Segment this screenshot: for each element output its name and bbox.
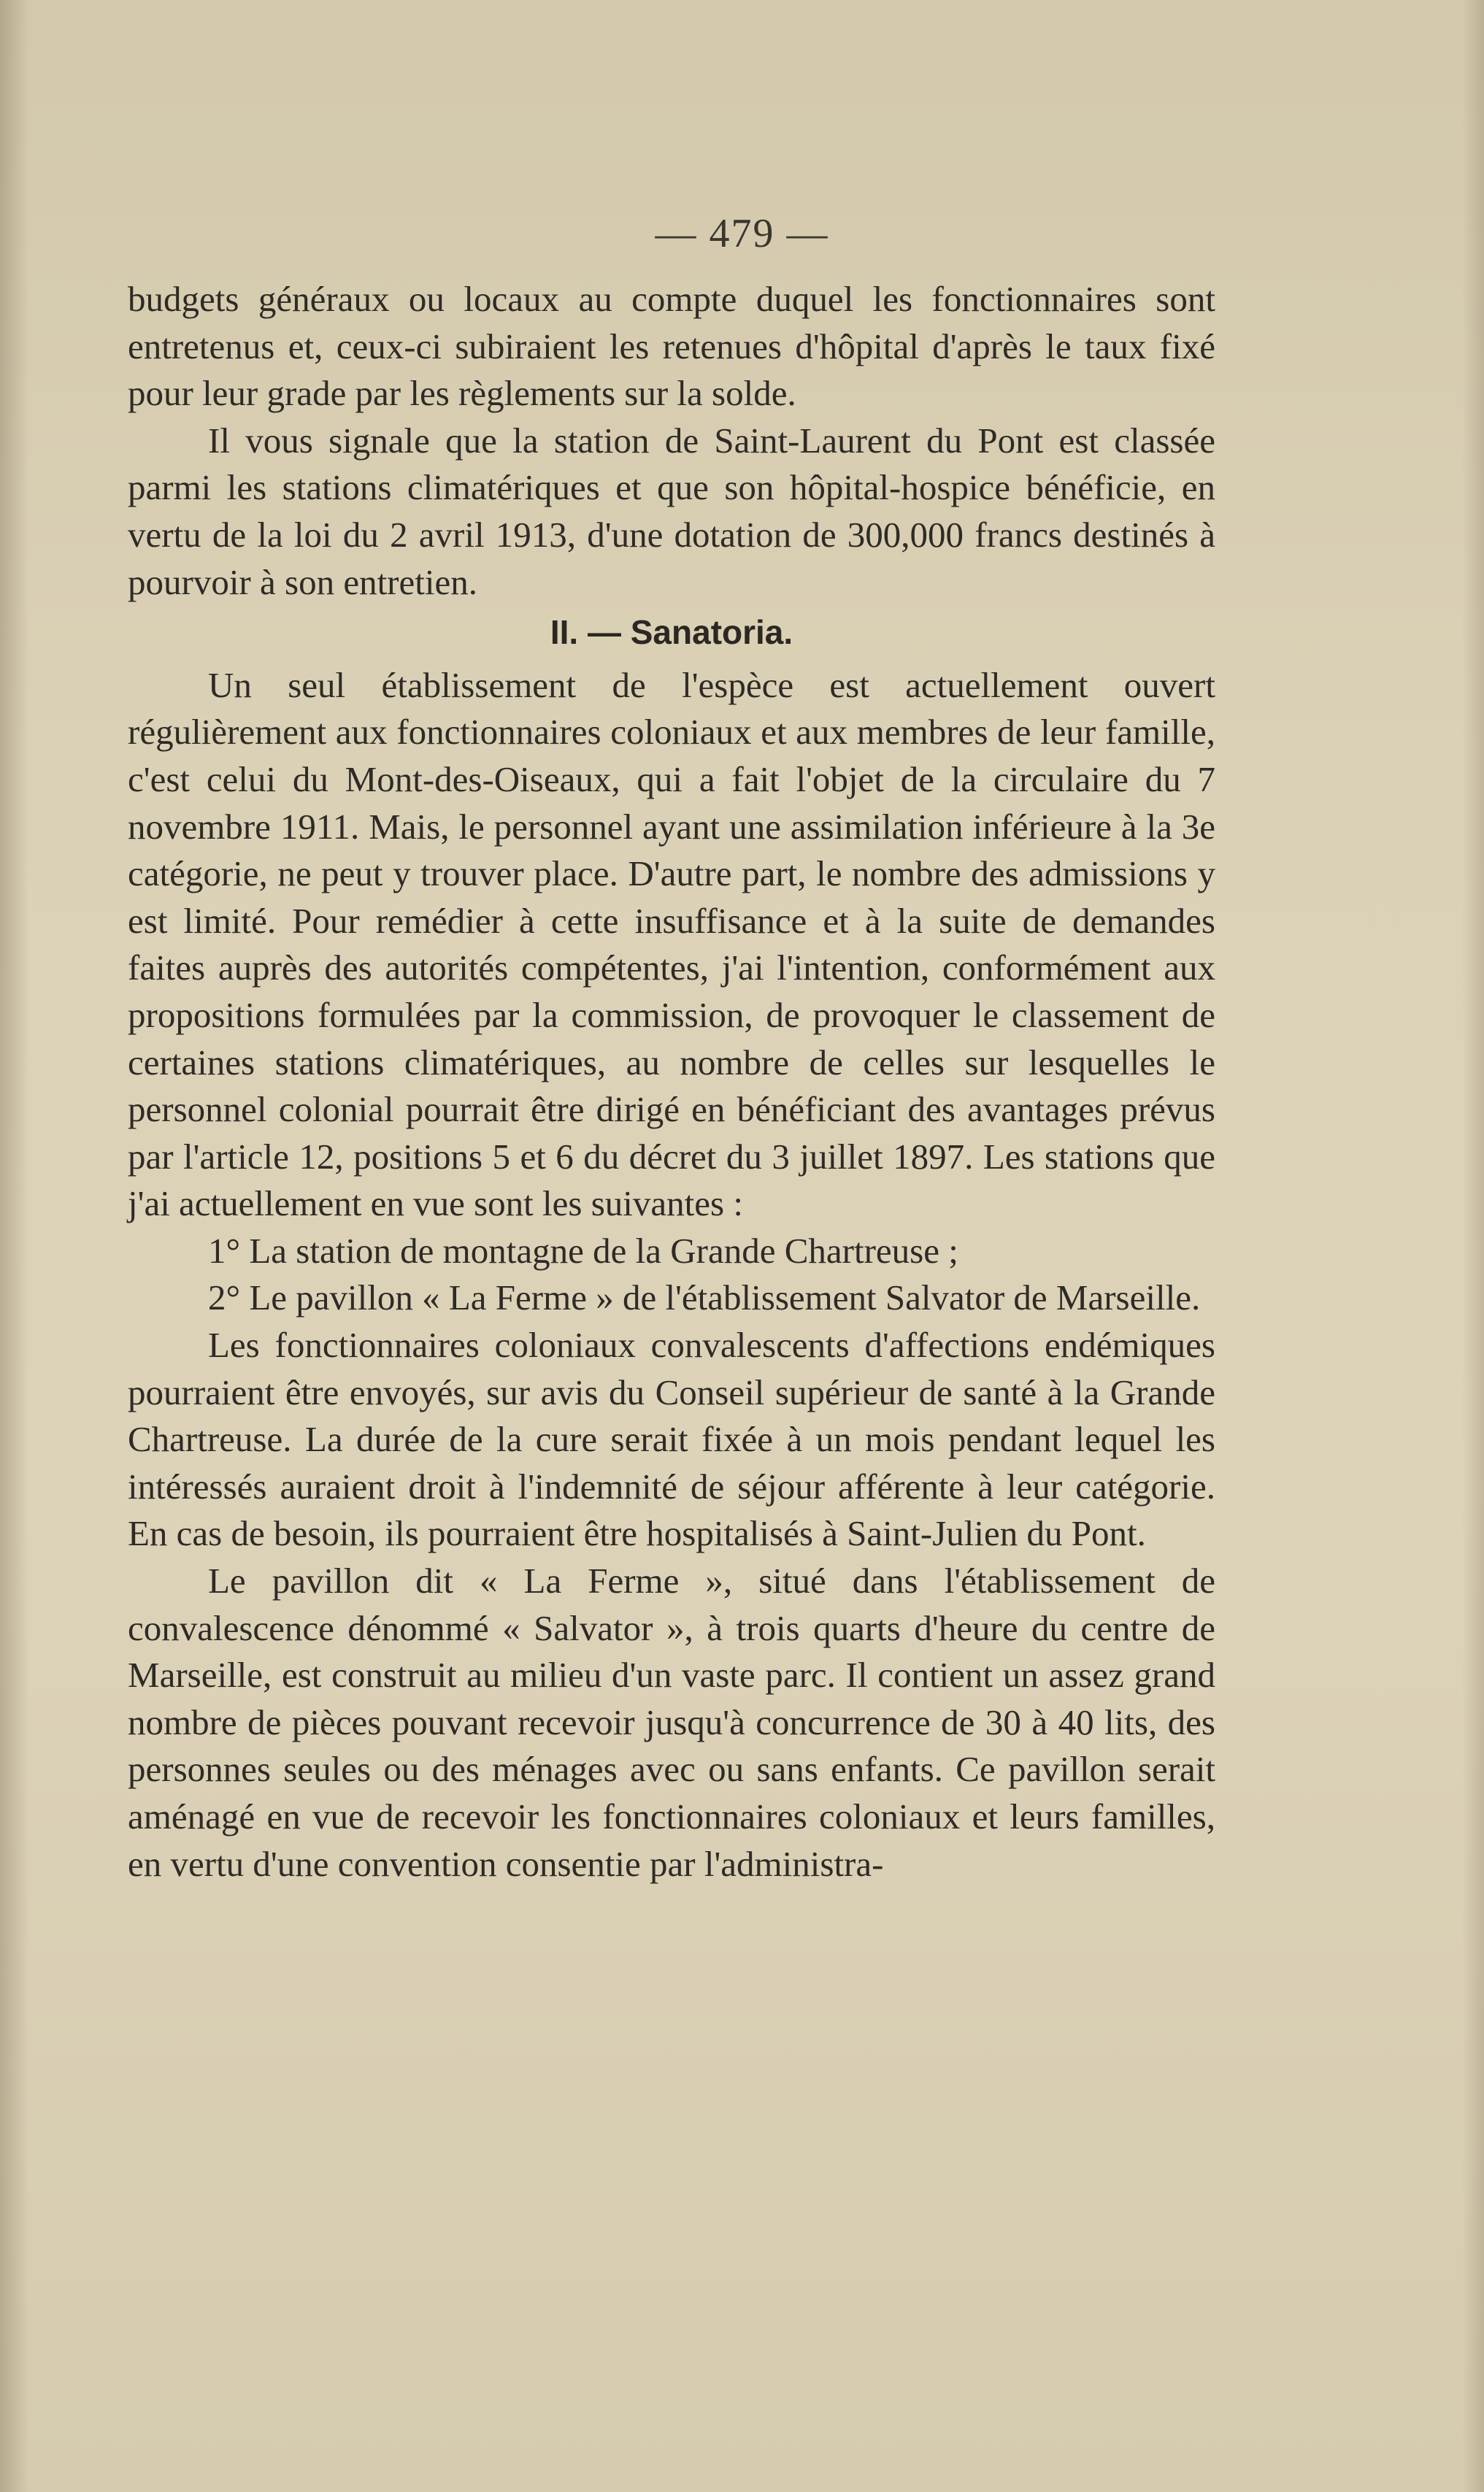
paragraph-pavillon-description: Le pavillon dit « La Ferme », situé dans l'établissement de convalescence dénommé « Salvator », à trois quarts d'heure du centre de Marseille, est construit au milieu d'un vaste parc. Il contient un assez grand nombre de pièces pouvant recevoir jusqu'à concurrence de 30 à 40 lits, des personnes seules ou des ménages avec ou sans enfants. Ce pavillon serait aménagé en vue de recevoir les fonctionnaires coloniaux et leurs familles, en vertu d'une convention consentie par l'administra-: [128, 1561, 1215, 1884]
paragraph-fonctionnaires-convalescents: Les fonctionnaires coloniaux convalescents d'affections endémiques pourraient être envoyés, sur avis du Conseil supérieur de santé à la Grande Chartreuse. La durée de la cure serait fixée à un mois pendant lequel les intéressés auraient droit à l'indemnité de séjour afférente à leur catégorie. En cas de besoin, ils pourraient être hospitalisés à Saint-Julien du Pont.: [128, 1325, 1215, 1554]
paragraph-continuation: budgets généraux ou locaux au compte duquel les fonctionnaires sont entretenus et, ceux-ci subiraient les retenues d'hôpital d'après le taux fixé pour leur grade par les règlements sur la solde.: [128, 279, 1215, 414]
body-text: [128, 276, 1215, 1888]
page-shadow-left: [0, 0, 29, 2492]
paragraph-mont-des-oiseaux: Un seul établissement de l'espèce est actuellement ouvert régulièrement aux fonctionnaires coloniaux et aux membres de leur famille, c'est celui du Mont-des-Oiseaux, qui a fait l'objet de la circulaire du 7 novembre 1911. Mais, le personnel ayant une assimilation inférieure à la 3e catégorie, ne peut y trouver place. D'autre part, le nombre des admissions y est limité. Pour remédier à cette insuffisance et à la suite de demandes faites auprès des autorités compétentes, j'ai l'intention, conformément aux propositions formulées par la commission, de provoquer le classement de certaines stations climatériques, au nombre de celles sur lesquelles le personnel colonial pourrait être dirigé en bénéficiant des avantages prévus par l'article 12, positions 5 et 6 du décret du 3 juillet 1897. Les stations que j'ai actuellement en vue sont les suivantes :: [128, 664, 1215, 1224]
page-number: — 479 —: [655, 211, 829, 256]
section-heading: II. — Sanatoria.: [550, 613, 793, 652]
page-shadow-right: [1462, 0, 1484, 2492]
list-item-pavillon-la-ferme: 2° Le pavillon « La Ferme » de l'établissement Salvator de Marseille.: [208, 1277, 1201, 1318]
list-item-grande-chartreuse: 1° La station de montagne de la Grande Chartreuse ;: [208, 1230, 958, 1271]
paragraph-saint-laurent: Il vous signale que la station de Saint-Laurent du Pont est classée parmi les stations climatériques et que son hôpital-hospice bénéficie, en vertu de la loi du 2 avril 1913, d'une dotation de 300,000 francs destinés à pourvoir à son entretien.: [128, 420, 1215, 602]
